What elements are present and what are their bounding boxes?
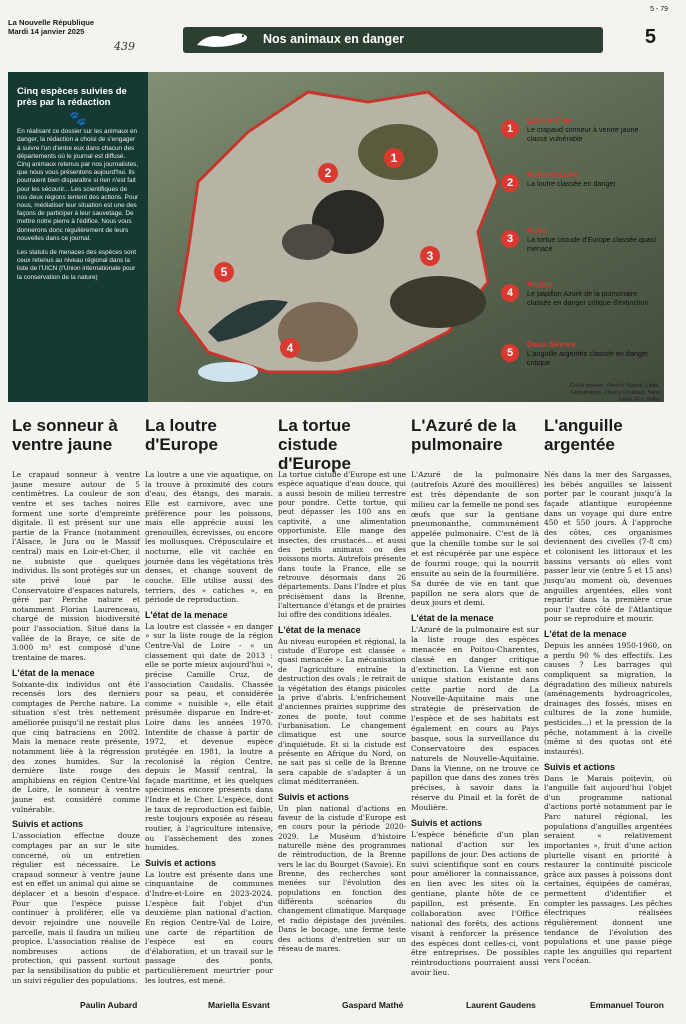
handwritten-note: 439	[114, 40, 135, 53]
otter-logo-icon	[193, 25, 253, 53]
map-marker-4: 4	[280, 338, 300, 358]
subhead-threat: L'état de la menace	[145, 609, 228, 620]
article-intro: Nés dans la mer des Sargasses, les bébés anguilles se laissent porter par le courant jusqu'à la façade atlantique européenne dans un voyage qui dure entre 450 et 550 jours. À l'approche des côtes, ces organismes deviennent des civelles (7-8 cm) et colonisent les littoraux et les bassins versants où elles vont passer leur vie (entre 5 et 15 ans) jusqu'au moment où, devenues anguilles argentées, elles vont repartir dans la première crue pour l'autre côté de l'Atlantique pour se reproduire et mourir.	[544, 470, 672, 624]
article-title: L'anguille argentée	[544, 416, 623, 454]
legend-number: 1	[501, 120, 519, 138]
subhead-actions: Suivis et actions	[544, 761, 616, 772]
page-header	[0, 0, 686, 62]
article-column	[145, 416, 273, 985]
article-threat: Depuis les années 1950-1960, on a perdu 90 % des effectifs. Les causes ? Les barrages qui compliquent sa migration, la dégradation des milieux naturels (aménagements hydroagricoles, drainages des fossés, mises en cultures de la zone humide, pesticides...) et la pression de la pêche, notamment à la civelle (même si des quotas ont été instaurés).	[544, 641, 672, 756]
legend-number: 4	[501, 284, 519, 302]
legend-species: Le crapaud sonneur à ventre jaune classé vulnérable	[527, 125, 639, 143]
legend-department: Indre-et-Loire	[527, 170, 579, 179]
publication-block	[8, 18, 94, 36]
article-column	[12, 416, 140, 985]
intro-sidebar	[8, 72, 148, 402]
article-threat: Soixante-dix individus ont été recensés lors des derniers comptages de Perche nature. La situation s'est très nettement améliorée puisqu'il ne restait plus que cinq batraciens en 2002. Mais la menace reste présente, notamment liée à la régression des zones humides. Sur la dernière liste rouge des amphibiens en région Centre-Val de Loire, le sonneur à ventre jaune est considéré comme vulnérable.	[12, 679, 140, 814]
author-byline: Mariella Esvant	[208, 1000, 270, 1010]
section-title: Nos animaux en danger	[263, 32, 405, 46]
subhead-threat: L'état de la menace	[411, 613, 494, 624]
publication-name: La Nouvelle République	[8, 18, 95, 27]
subhead-threat: L'état de la menace	[12, 667, 95, 678]
article-threat: La loutre est classée « en danger » sur la liste rouge de la région Centre-Val de Loire - « un classement qui date de 2013 : elle se porte mieux aujourd'hui », précise Camille Cruz, de l'association Caudalis. Chassée pour sa peau, et considérée comme « nuisible », elle était présumée disparue en Indre-et-Loire dans les années 1970. Interdite de chasse à partir de 1972, et devenue espèce protégée en 1981, la loutre a recolonisé la région Centre, depuis le Massif central, la façade maritime, et les quelques spécimens encore présents dans l'Indre et le Cher. L'espèce, dont le taux de reproduction est faible, reste toujours exposée au réseau routier, à l'agriculture intensive, ou l'assèchement des zones humides.	[145, 621, 273, 853]
author-byline: Laurent Gaudens	[466, 1000, 536, 1010]
article-column	[278, 416, 406, 953]
subhead-actions: Suivis et actions	[145, 857, 217, 868]
legend-species: La tortue cistude d'Europe classée quasi menacé	[527, 235, 657, 253]
legend-department: Indre	[527, 226, 547, 235]
article-actions: Dans le Marais poitevin, où l'anguille fait aujourd'hui l'objet d'un programme national d'actions porté notamment par le Parc naturel régional, les populations d'anguilles argentées seraient « relativement importantes », fruit d'une action plurielle visant en priorité à restaurer la continuité piscicole grâce aux passes à poissons dont certaines, équipées de caméras, permettent d'identifier et compter les passages. Les pêches électriques réalisées régulièrement donnent une tendance de l'évolution des populations et une passe piège capte les anguilles qui repartent vers l'océan.	[544, 773, 672, 966]
article-intro: L'Azuré de la pulmonaire (autrefois Azuré des mouillères) est très dépendante de son milieu car la femelle ne pond ses œufs que sur la gentiane pneumonanthe, communément appelée pulmonaire. C'est de là que la chenille tombe sur le sol et est récupérée par une espèce de fourmi rouge, qui la nourrit ensuite au sein de la fourmilière. Sa durée de vie en tant que papillon ne sera alors que de deux jours et demi.	[411, 470, 539, 608]
subhead-threat: L'état de la menace	[544, 629, 627, 639]
legend-species: Le papillon Azuré de la pulmonaire classée en danger critique d'extinction	[527, 289, 649, 307]
legend-number: 2	[501, 174, 519, 192]
article-title: Le sonneur à ventre jaune	[12, 416, 118, 454]
legend-species: La loutre classée en danger	[527, 179, 616, 188]
legend-species: L'anguille argentée classée en danger critique	[527, 349, 649, 367]
article-intro: La loutre a une vie aquatique, on la trouve à proximité des cours d'eau, des étangs, des marais. Elle est carnivore, avec une préférence pour les poissons, mais elle apprécie aussi les grenouilles, écrevisses, ou encore les mollusques. Crépusculaire et nocturne, elle vit cachée en journée dans les végétations très denses, et change souvent de couche. Elle utilise aussi des terriers, des « catiches », en période de reproduction.	[145, 470, 273, 605]
article-actions: L'espèce bénéficie d'un plan national d'action sur les papillons de jour. Des actions de suivi scientifique sont en cours pour améliorer la connaissance, en lien avec les sites où la gentiane, plante hôte de ce papillon, est présente. En collaboration avec l'Office national des forêts, des actions visant à renforcer la présence des espèces dont celles-ci, vont être entreprises. De possibles réintroductions pourraient aussi avoir lieu.	[411, 829, 539, 978]
article-actions: La loutre est présente dans une cinquantaine de communes d'Indre-et-Loire en 2023-2024. L'espèce fait l'objet d'un deuxième plan national d'action. En région Centre-Val de Loire, une carte de répartition de l'espèce est en cours d'élaboration, et un travail sur le passage des ponts, particulièrement meurtrier pour les loutres, est mené.	[145, 869, 273, 985]
article-actions: Un plan national d'actions en faveur de la cistude d'Europe est en cours pour la période 2020-2029. Le Muséum d'histoire naturelle mène des programmes de réintroduction, de la Brenne vers le lac du Bourget (Savoie). En Brenne, des recherches sont menées sur l'évolution des populations en fonction des différents scénarios du changement climatique. Marquage et radio dépistage des juvéniles. Dans le bocage, une ferme teste des actions d'entretien sur un réseau de mares.	[278, 803, 406, 953]
paw-icon: 🐾	[69, 110, 87, 126]
map-marker-3: 3	[420, 246, 440, 266]
subhead-actions: Suivis et actions	[411, 817, 483, 828]
article-title: L'Azuré de la pulmonaire	[411, 416, 517, 454]
legend-department: Vienne	[527, 280, 554, 289]
author-byline: Gaspard Mathé	[342, 1000, 404, 1010]
sidebar-text: En réalisant ce dossier sur les animaux en danger, la rédaction a choisi de s'engager à suivre l'un d'entre eux dans chacun des départements où le journal est diffusé. Cinq animaux retenus par nos journalistes, que nous vous présentons aujourd'hui. Ils pourraient bien disparaître si rien n'est fait pour les sécourir... Les scientifiques de nos deux régions tentent des actions. Pour nous, médiatiser leur situation est une des façons de participer à leur sauvetage. De mettre notre pierre à l'édifice. Nous vous donnerons donc régulièrement de leurs nouvelles dans ce journal.	[17, 128, 139, 242]
legend-number: 3	[501, 230, 519, 248]
author-byline: Paulin Aubard	[80, 1000, 138, 1010]
legend-number: 5	[501, 344, 519, 362]
section-band	[183, 27, 603, 53]
map-marker-2: 2	[318, 163, 338, 183]
legend-department: Deux-Sèvres	[527, 340, 576, 349]
article-threat: Au niveau européen et régional, la cistude d'Europe est classée « quasi menacée ». La mécanisation de l'agriculture entraîne la destruction des ovals ; le retrait de la végétation des étangs pisicoles la prive d'abris. L'enfrichement d'anciennes prairies supprime des zones de ponte, tout comme l'urbanisation. Le changement climatique est une source d'inquiétude. Et si la cistude est présente en Afrique du Nord, on ne sait pas si celle de la Brenne sera capable de s'adapter à un climat méditerranéen.	[278, 636, 406, 787]
article-column	[411, 416, 539, 978]
article-intro: La tortue cistude d'Europe est une espèce aquatique d'eau douce, qui a aussi besoin de milieu terrestre pour pondre. Cette tortue, qui peut dépasser les 100 ans en captivité, a une alimentation opportuniste. Elle mange des insectes, des crustacés... et aussi des petits animaux ou des poissons morts. Autrefois présente dans toute la France, elle se retrouve désormais dans 26 départements. Dans l'Indre et plus précisément dans la Brenne, l'alternance d'étangs et de prairies lui offre des conditions idéales.	[278, 470, 406, 620]
sidebar-note: Les statuts de menaces des espèces sont ceux retenus au niveau régional dans la liste de l'UICN (l'Union internationale pour la conservation de la nature)	[17, 249, 137, 281]
page-code: 5 - 79	[650, 6, 668, 13]
article-column	[544, 416, 672, 966]
subhead-actions: Suivis et actions	[12, 819, 84, 830]
map-marker-1: 1	[384, 148, 404, 168]
sidebar-title: Cinq espèces suivies de près par la rédaction	[17, 86, 127, 108]
article-title: La loutre d'Europe	[145, 416, 218, 454]
subhead-actions: Suivis et actions	[278, 791, 350, 802]
map-marker-5: 5	[214, 262, 234, 282]
article-intro: Le crapaud sonneur à ventre jaune mesure autour de 5 centimètres. La couleur de son ventre et ses taches noires forment une sorte d'empreinte digitale. Il est présent sur une partie de la France (notamment l'Alsace, le Jura ou le Massif central) mais en Loir-et-Cher, il ne subsiste que quelques individus. Ils sont protégés sur un site privé loué par le Conservatoire d'espaces naturels, géré par Perche nature et notamment Florian Laurenceau, chargé de mission biodiversité pour l'association. Situé dans la vallée de la Braye, ce site de 3.000 m² est composé d'une trentaine de mares.	[12, 470, 140, 662]
subhead-threat: L'état de la menace	[278, 624, 361, 635]
article-title: La tortue cistude d'Europe	[278, 416, 351, 473]
author-byline: Emmanuel Touron	[590, 1000, 664, 1010]
legend-department: Loir-et-Cher	[527, 116, 573, 125]
photo-credits: Crédit photos : Perche Nature, Lilian, Gettyimages, Thierry Roullaud, Yann Sélan, Éric Pollet	[569, 383, 660, 403]
page-number: 5	[644, 26, 656, 48]
article-threat: L'Azuré de la pulmonaire est sur la liste rouge des espèces menacée en Poitou-Charentes, classé en danger critique d'extinction. La Vienne est son unique station existante dans cette partie nord de La Nouvelle-Aquitaine mais une stratégie de préservation de l'espèce et de ses habitats est également en cours au Pays basque, sous la surveillance du Conservatoire des espaces naturels de Nouvelle-Aquitaine. Dans la Vienne, on ne trouve ce papillon que dans des zones très précises, à savoir dans la réserve du Pinail et la forêt de Moulière.	[411, 625, 539, 812]
article-actions: L'association effectue douze comptages par an sur le site concerné, où un entretien régulier est nécessaire. Le crapaud sonneur à ventre jaune est en effet un animal qui aime se déplacer et a besoin d'espace. Pour que l'espèce puisse continuer à proliférer, elle va devoir rejoindre une nouvelle parcelle, mais il faudra un milieu propice. L'association réalise de nombreuses actions de protection, qui passent surtout par la sensibilisation du public et un suivi régulier des populations.	[12, 831, 140, 985]
publication-date: Mardi 14 janvier 2025	[8, 27, 85, 36]
